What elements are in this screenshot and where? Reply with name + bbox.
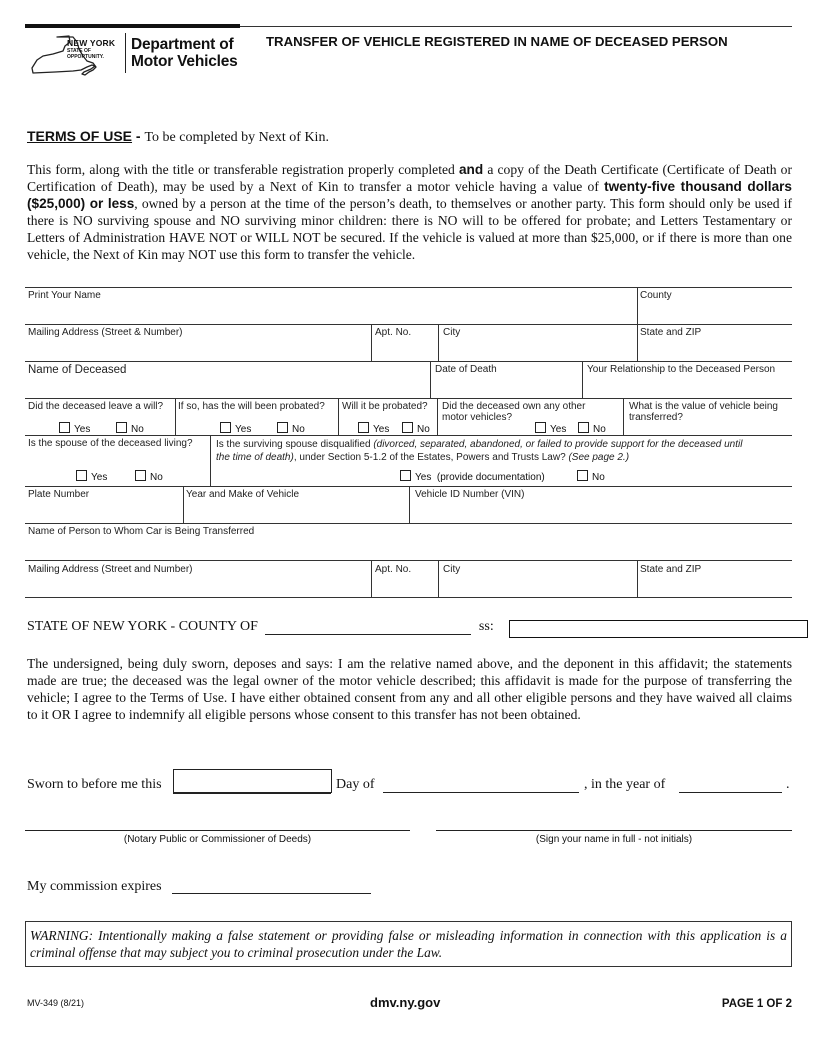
v-r6-a	[183, 486, 184, 523]
option-label: No	[417, 424, 430, 435]
terms-bold-and: and	[458, 162, 484, 177]
terms-text-2: a copy of the Death Certificate (Certificate of Death or Certification of Death), may be used by a Next of Kin to transfer a motor vehicle having a value of	[27, 162, 793, 194]
logo-dept-line2: Motor Vehicles	[131, 53, 238, 70]
grid-line-3	[25, 361, 792, 362]
terms-dash: -	[132, 128, 145, 144]
sworn-day-underline	[173, 793, 331, 794]
sign-label: (Sign your name in full - not initials)	[535, 834, 693, 845]
vin-field[interactable]	[411, 501, 790, 521]
apt2-field[interactable]	[373, 576, 436, 595]
v-r3-b	[582, 361, 583, 398]
checkbox-icon	[577, 470, 588, 481]
will-probated-no-option[interactable]	[402, 422, 430, 435]
name-deceased-label: Name of Deceased	[28, 364, 127, 376]
logo-dept-line1: Department of	[131, 36, 234, 53]
other-vehicles-no-option[interactable]	[578, 422, 606, 435]
v-r2-c	[637, 324, 638, 361]
grid-line-8	[25, 560, 792, 561]
vin-label: Vehicle ID Number (VIN)	[415, 489, 525, 500]
nys-logo	[27, 32, 242, 76]
option-label: Yes (provide documentation)	[415, 472, 545, 483]
terms-text-1: This form, along with the title or transferable registration properly completed	[27, 162, 459, 177]
checkbox-icon	[76, 470, 87, 481]
option-label: No	[593, 424, 606, 435]
period-mark: .	[786, 777, 790, 792]
apt-field[interactable]	[373, 339, 436, 359]
notary-label: (Notary Public or Commissioner of Deeds)	[123, 834, 312, 845]
other-vehicles-question-2: motor vehicles?	[442, 412, 513, 423]
terms-heading: TERMS OF USE	[27, 128, 133, 144]
v-r1-a	[637, 287, 638, 324]
ss-input-box[interactable]	[509, 620, 808, 638]
notary-signature-line[interactable]	[25, 830, 410, 831]
will-probated-question: Will it be probated?	[342, 401, 428, 412]
deponent-signature-line[interactable]	[436, 830, 792, 831]
disqualified-yes-option[interactable]	[400, 470, 545, 483]
spouse-no-option[interactable]	[135, 470, 163, 483]
warning-box	[25, 921, 792, 967]
v-r8-c	[637, 560, 638, 597]
other-vehicles-question-1: Did the deceased own any other	[442, 401, 586, 412]
will-probated-yes-option[interactable]	[358, 422, 389, 435]
warning-text: WARNING: Intentionally making a false statement or providing false or misleading information in connection with this application is a criminal offense that may subject you to criminal prosecution under the Law.	[30, 928, 787, 960]
day-of-label: Day of	[336, 777, 375, 792]
disq-italic-2: the time of death)	[216, 452, 294, 463]
v-r2-b	[438, 324, 439, 361]
plate-label: Plate Number	[28, 489, 90, 500]
v-r4-d	[623, 398, 624, 435]
mailing-address-label: Mailing Address (Street & Number)	[28, 327, 183, 338]
option-label: Yes	[91, 472, 108, 483]
year-make-label: Year and Make of Vehicle	[186, 489, 300, 500]
v-r8-b	[438, 560, 439, 597]
county-label: County	[640, 290, 672, 301]
checkbox-icon	[116, 422, 127, 433]
checkbox-icon	[535, 422, 546, 433]
city2-field[interactable]	[440, 576, 635, 595]
checkbox-icon	[220, 422, 231, 433]
v-r4-b	[338, 398, 339, 435]
value-question-1: What is the value of vehicle being	[629, 401, 778, 412]
grid-line-2	[25, 324, 792, 325]
page-number: PAGE 1 OF 2	[721, 998, 792, 1010]
state-county-line	[27, 619, 494, 635]
other-vehicles-yes-option[interactable]	[535, 422, 566, 435]
plate-field[interactable]	[26, 501, 181, 521]
county-of-field[interactable]	[265, 620, 471, 635]
disq-italic-1: (divorced, separated, abandoned, or failed to provide support for the deceased until	[373, 439, 743, 450]
grid-line-4	[25, 398, 792, 399]
grid-line-5	[25, 435, 792, 436]
sworn-day-box[interactable]	[173, 769, 332, 793]
v-r3-a	[430, 361, 431, 398]
transferee-field[interactable]	[26, 538, 790, 558]
v-r4-a	[175, 398, 176, 435]
logo-ny-line2: STATE OF	[67, 48, 91, 54]
year-field[interactable]	[679, 776, 782, 793]
option-label: Yes	[74, 424, 91, 435]
state-zip-field[interactable]	[640, 339, 790, 359]
disq-text-2: , under Section 5-1.2 of the Estates, Powers and Trusts Law?	[293, 452, 569, 463]
form-title: TRANSFER OF VEHICLE REGISTERED IN NAME OF DECEASED PERSON	[266, 34, 728, 49]
sworn-label: Sworn to before me this	[27, 777, 162, 792]
spouse-question: Is the spouse of the deceased living?	[28, 438, 193, 449]
spouse-yes-option[interactable]	[76, 470, 107, 483]
value-question-2: transferred?	[629, 412, 683, 423]
form-id: MV-349 (8/21)	[27, 998, 85, 1008]
disqualified-no-option[interactable]	[577, 470, 605, 483]
date-of-death-label: Date of Death	[435, 364, 497, 375]
disq-italic-3: (See page 2.)	[568, 452, 630, 463]
name-deceased-field[interactable]	[26, 378, 428, 396]
terms-paragraph	[27, 161, 792, 263]
in-year-label: , in the year of	[584, 777, 666, 792]
option-label: No	[150, 472, 163, 483]
city-label: City	[443, 327, 461, 338]
v-r5-a	[210, 435, 211, 486]
checkbox-icon	[358, 422, 369, 433]
checkbox-icon	[59, 422, 70, 433]
header-rule-thick	[25, 24, 240, 28]
logo-divider	[125, 33, 126, 73]
mailing-address-field[interactable]	[26, 339, 369, 359]
v-r2-a	[371, 324, 372, 361]
mailing-address2-label: Mailing Address (Street and Number)	[28, 564, 193, 575]
option-label: Yes	[235, 424, 252, 435]
option-label: No	[592, 472, 605, 483]
county-field[interactable]	[640, 302, 790, 322]
state-county-label: STATE OF NEW YORK - COUNTY OF	[27, 619, 258, 634]
date-of-death-field[interactable]	[432, 378, 580, 396]
option-label: No	[292, 424, 305, 435]
logo-ny-line1: NEW YORK	[67, 38, 116, 48]
terms-bold-amount: twenty-five thousand dollars ($25,000) or less	[27, 179, 792, 211]
option-label: No	[131, 424, 144, 435]
header-rule-thin	[240, 26, 792, 27]
checkbox-icon	[277, 422, 288, 433]
checkbox-icon	[578, 422, 589, 433]
will-yes-option[interactable]	[59, 422, 90, 435]
relationship-field[interactable]	[584, 378, 790, 396]
transferee-label: Name of Person to Whom Car is Being Transferred	[28, 526, 255, 537]
terms-subheading: To be completed by Next of Kin.	[144, 130, 329, 145]
year-make-field[interactable]	[185, 501, 407, 521]
probated-no-option[interactable]	[277, 422, 305, 435]
day-of-field[interactable]	[383, 776, 579, 793]
affidavit-body: The undersigned, being duly sworn, deposes and says: I am the relative named above, and the deponent in this affidavit; the statements made are true; the deceased was the legal owner of the motor vehicle described; this affidavit is made for the purpose of transferring the vehicle; I agree to the Terms of Use. I have either obtained consent from any and all other eligible persons and they have waived all claims to it OR I agree to indemnify all eligible persons whose consent to this transfer has not been obtained.	[27, 656, 792, 722]
disqualified-question	[216, 438, 742, 464]
mailing-address2-field[interactable]	[26, 576, 369, 595]
checkbox-icon	[402, 422, 413, 433]
apt-label: Apt. No.	[375, 327, 412, 338]
probated-question: If so, has the will been probated?	[178, 401, 325, 412]
v-r4-c	[437, 398, 438, 435]
grid-line-1	[25, 287, 792, 288]
apt2-label: Apt. No.	[375, 564, 412, 575]
state-zip-label: State and ZIP	[640, 327, 702, 338]
print-name-field[interactable]	[26, 302, 634, 322]
state-zip2-field[interactable]	[640, 576, 790, 595]
commission-field[interactable]	[172, 878, 371, 894]
probated-yes-option[interactable]	[220, 422, 251, 435]
website: dmv.ny.gov	[370, 995, 441, 1010]
v-r6-b	[409, 486, 410, 523]
disq-text-1: Is the surviving spouse disqualified	[216, 439, 374, 450]
logo-ny-line3: OPPORTUNITY.	[67, 54, 104, 60]
v-r8-a	[371, 560, 372, 597]
city2-label: City	[443, 564, 461, 575]
commission-label: My commission expires	[27, 879, 162, 894]
checkbox-icon	[135, 470, 146, 481]
terms-text-3: , owned by a person at the time of the person’s death, to themselves or another party. This form should only be used if there is NO surviving spouse and NO surviving minor children: there is NO will to be offered for probate; and Letters Testamentary or Letters of Administration HAVE NOT or WILL NOT be secured. If the vehicle is valued at more than $25,000, or if there is more than one vehicle, the Next of Kin may NOT use this form to transfer the vehicle.	[27, 196, 792, 262]
checkbox-icon	[400, 470, 411, 481]
terms-heading-line	[27, 128, 329, 146]
option-label: Yes	[373, 424, 390, 435]
option-label: Yes	[550, 424, 567, 435]
grid-line-7	[25, 523, 792, 524]
will-question: Did the deceased leave a will?	[28, 401, 164, 412]
print-name-label: Print Your Name	[28, 290, 101, 301]
will-no-option[interactable]	[116, 422, 144, 435]
state-zip2-label: State and ZIP	[640, 564, 702, 575]
ss-label: ss:	[478, 619, 494, 634]
relationship-label: Your Relationship to the Deceased Person	[587, 364, 776, 375]
vehicle-value-field[interactable]	[626, 424, 790, 434]
city-field[interactable]	[440, 339, 635, 359]
grid-line-9	[25, 597, 792, 598]
